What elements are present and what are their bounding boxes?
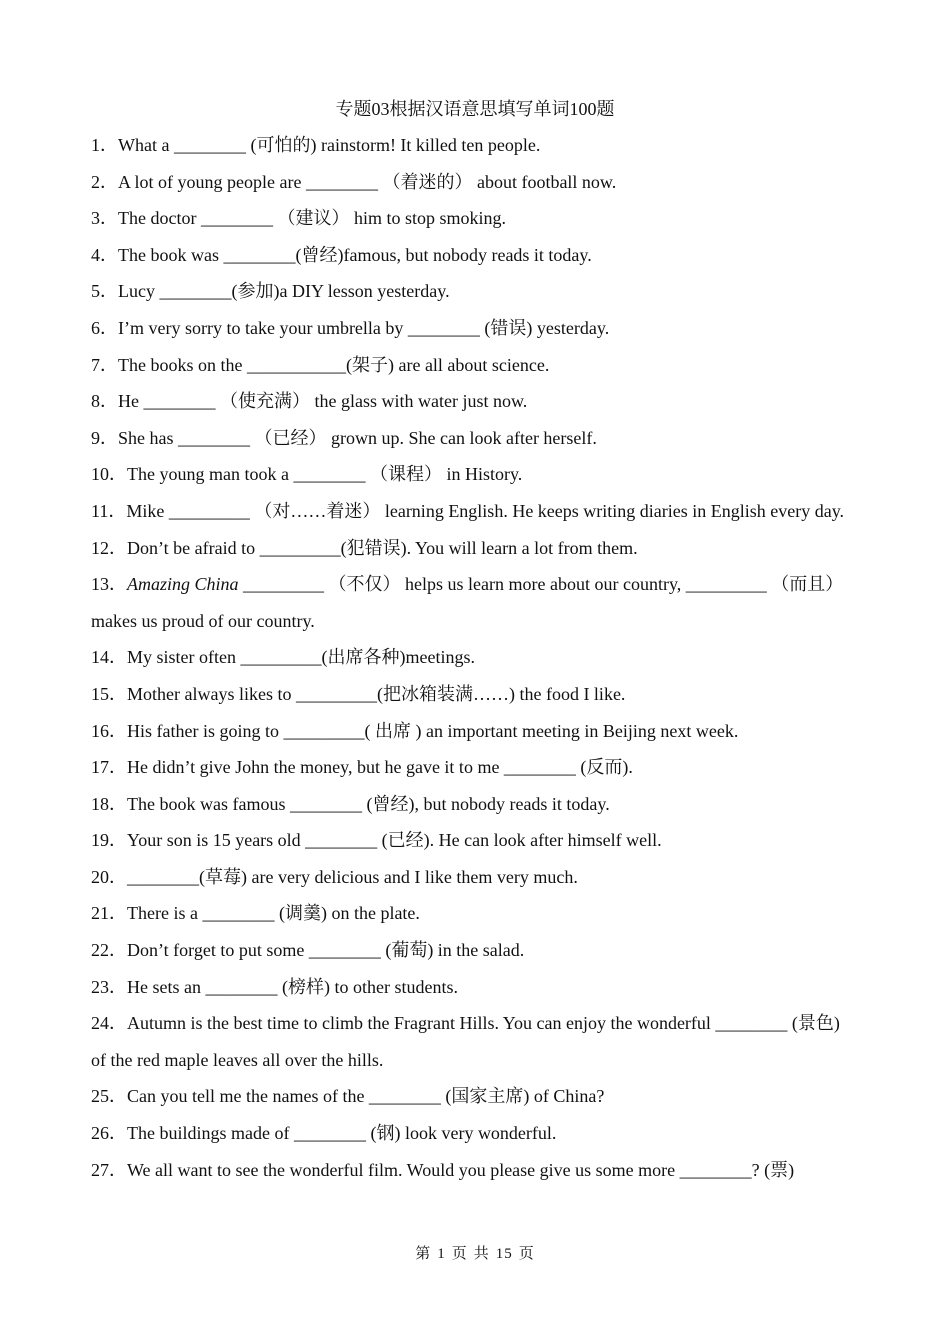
question-number: 11． [91, 500, 127, 521]
footer-suffix: 页 [518, 1246, 535, 1262]
question-item [91, 1152, 851, 1189]
question-item [91, 383, 851, 420]
question-text: We all want to see the wonderful film. Would you please give us some more ________? (票) [127, 1159, 795, 1180]
question-number: 27． [91, 1159, 127, 1180]
question-list [91, 127, 851, 1188]
question-item [91, 493, 851, 530]
question-text: The young man took a ________ （课程） in History. [127, 464, 523, 485]
question-number: 13． [91, 574, 127, 595]
question-number: 2． [91, 171, 118, 192]
question-item [91, 566, 851, 639]
question-item [91, 969, 851, 1006]
question-item [91, 310, 851, 347]
question-number: 22． [91, 940, 127, 961]
question-number: 4． [91, 244, 118, 265]
question-number: 21． [91, 903, 127, 924]
question-item [91, 932, 851, 969]
question-item [91, 456, 851, 493]
question-item [91, 749, 851, 786]
question-number: 16． [91, 720, 127, 741]
question-item [91, 1115, 851, 1152]
question-item [91, 127, 851, 164]
question-number: 25． [91, 1086, 127, 1107]
question-text: Don’t forget to put some ________ (葡萄) in the salad. [127, 940, 525, 961]
footer-total-pages: 15 [495, 1246, 513, 1262]
question-number: 6． [91, 317, 118, 338]
question-number: 7． [91, 354, 118, 375]
question-item [91, 822, 851, 859]
question-text: Mother always likes to _________(把冰箱装满……) the food I like. [127, 683, 626, 704]
question-number: 24． [91, 1013, 127, 1034]
question-number: 14． [91, 647, 127, 668]
question-text: Don’t be afraid to _________(犯错误). You will learn a lot from them. [127, 537, 638, 558]
question-number: 8． [91, 391, 118, 412]
question-number: 12． [91, 537, 127, 558]
question-item [91, 530, 851, 567]
footer-page-word: 页 [451, 1246, 468, 1262]
question-item [91, 273, 851, 310]
question-italic-title: Amazing China [127, 574, 239, 595]
question-item [91, 713, 851, 750]
question-number: 3． [91, 208, 118, 229]
question-item [91, 676, 851, 713]
question-item [91, 786, 851, 823]
question-number: 1． [91, 135, 118, 155]
question-item [91, 639, 851, 676]
question-item [91, 164, 851, 201]
question-number: 15． [91, 683, 127, 704]
question-text: Your son is 15 years old ________ (已经). He can look after himself well. [127, 830, 662, 851]
question-text: He didn’t give John the money, but he gave it to me ________ (反而). [127, 757, 633, 778]
question-number: 5． [91, 281, 118, 302]
question-text: His father is going to _________( 出席 ) an important meeting in Beijing next week. [127, 720, 739, 741]
question-text: _________ （不仅） helps us learn more about our country, _________ （而且） makes us proud of our country. [91, 574, 844, 631]
question-text: My sister often _________(出席各种)meetings. [127, 647, 475, 668]
question-text: The books on the ___________(架子) are all about science. [118, 354, 550, 375]
footer-prefix: 第 [415, 1246, 432, 1262]
question-item [91, 859, 851, 896]
question-text: What a ________ (可怕的) rainstorm! It killed ten people. [118, 135, 541, 155]
question-text: The book was ________(曾经)famous, but nobody reads it today. [118, 244, 592, 265]
question-item [91, 200, 851, 237]
question-text: ________(草莓) are very delicious and I like them very much. [127, 866, 578, 887]
question-text: Can you tell me the names of the ________ (国家主席) of China? [127, 1086, 605, 1107]
question-text: Autumn is the best time to climb the Fragrant Hills. You can enjoy the wonderful ________ (景色) of the red maple leaves all over the hills. [91, 1013, 840, 1070]
question-number: 9． [91, 427, 118, 448]
question-item [91, 1078, 851, 1115]
footer-total-label: 共 [473, 1246, 490, 1262]
question-text: He ________ （使充满） the glass with water just now. [118, 391, 528, 412]
question-number: 10． [91, 464, 127, 485]
question-text: Mike _________ （对……着迷） learning English. He keeps writing diaries in English every day. [126, 500, 845, 521]
question-text: The doctor ________ （建议） him to stop smoking. [118, 208, 506, 229]
question-text: The buildings made of ________ (钢) look very wonderful. [127, 1123, 557, 1144]
question-number: 20． [91, 866, 127, 887]
question-item [91, 237, 851, 274]
question-item [91, 895, 851, 932]
question-item [91, 1005, 851, 1078]
question-number: 23． [91, 976, 127, 997]
question-text: A lot of young people are ________ （着迷的） about football now. [118, 171, 617, 192]
question-text: She has ________ （已经） grown up. She can look after herself. [118, 427, 597, 448]
page-title: 专题03根据汉语意思填写单词100题 [335, 99, 615, 119]
page-footer [0, 1243, 950, 1265]
question-text: He sets an ________ (榜样) to other students. [127, 976, 458, 997]
question-item [91, 347, 851, 384]
question-number: 19． [91, 830, 127, 851]
question-text: I’m very sorry to take your umbrella by ________ (错误) yesterday. [118, 317, 610, 338]
question-text: The book was famous ________ (曾经), but nobody reads it today. [127, 793, 610, 814]
question-number: 17． [91, 757, 127, 778]
footer-page-number: 1 [437, 1246, 446, 1262]
question-number: 18． [91, 793, 127, 814]
question-number: 26． [91, 1123, 127, 1144]
question-text: There is a ________ (调羹) on the plate. [127, 903, 420, 924]
question-item [91, 420, 851, 457]
question-text: Lucy ________(参加)a DIY lesson yesterday. [118, 281, 450, 302]
